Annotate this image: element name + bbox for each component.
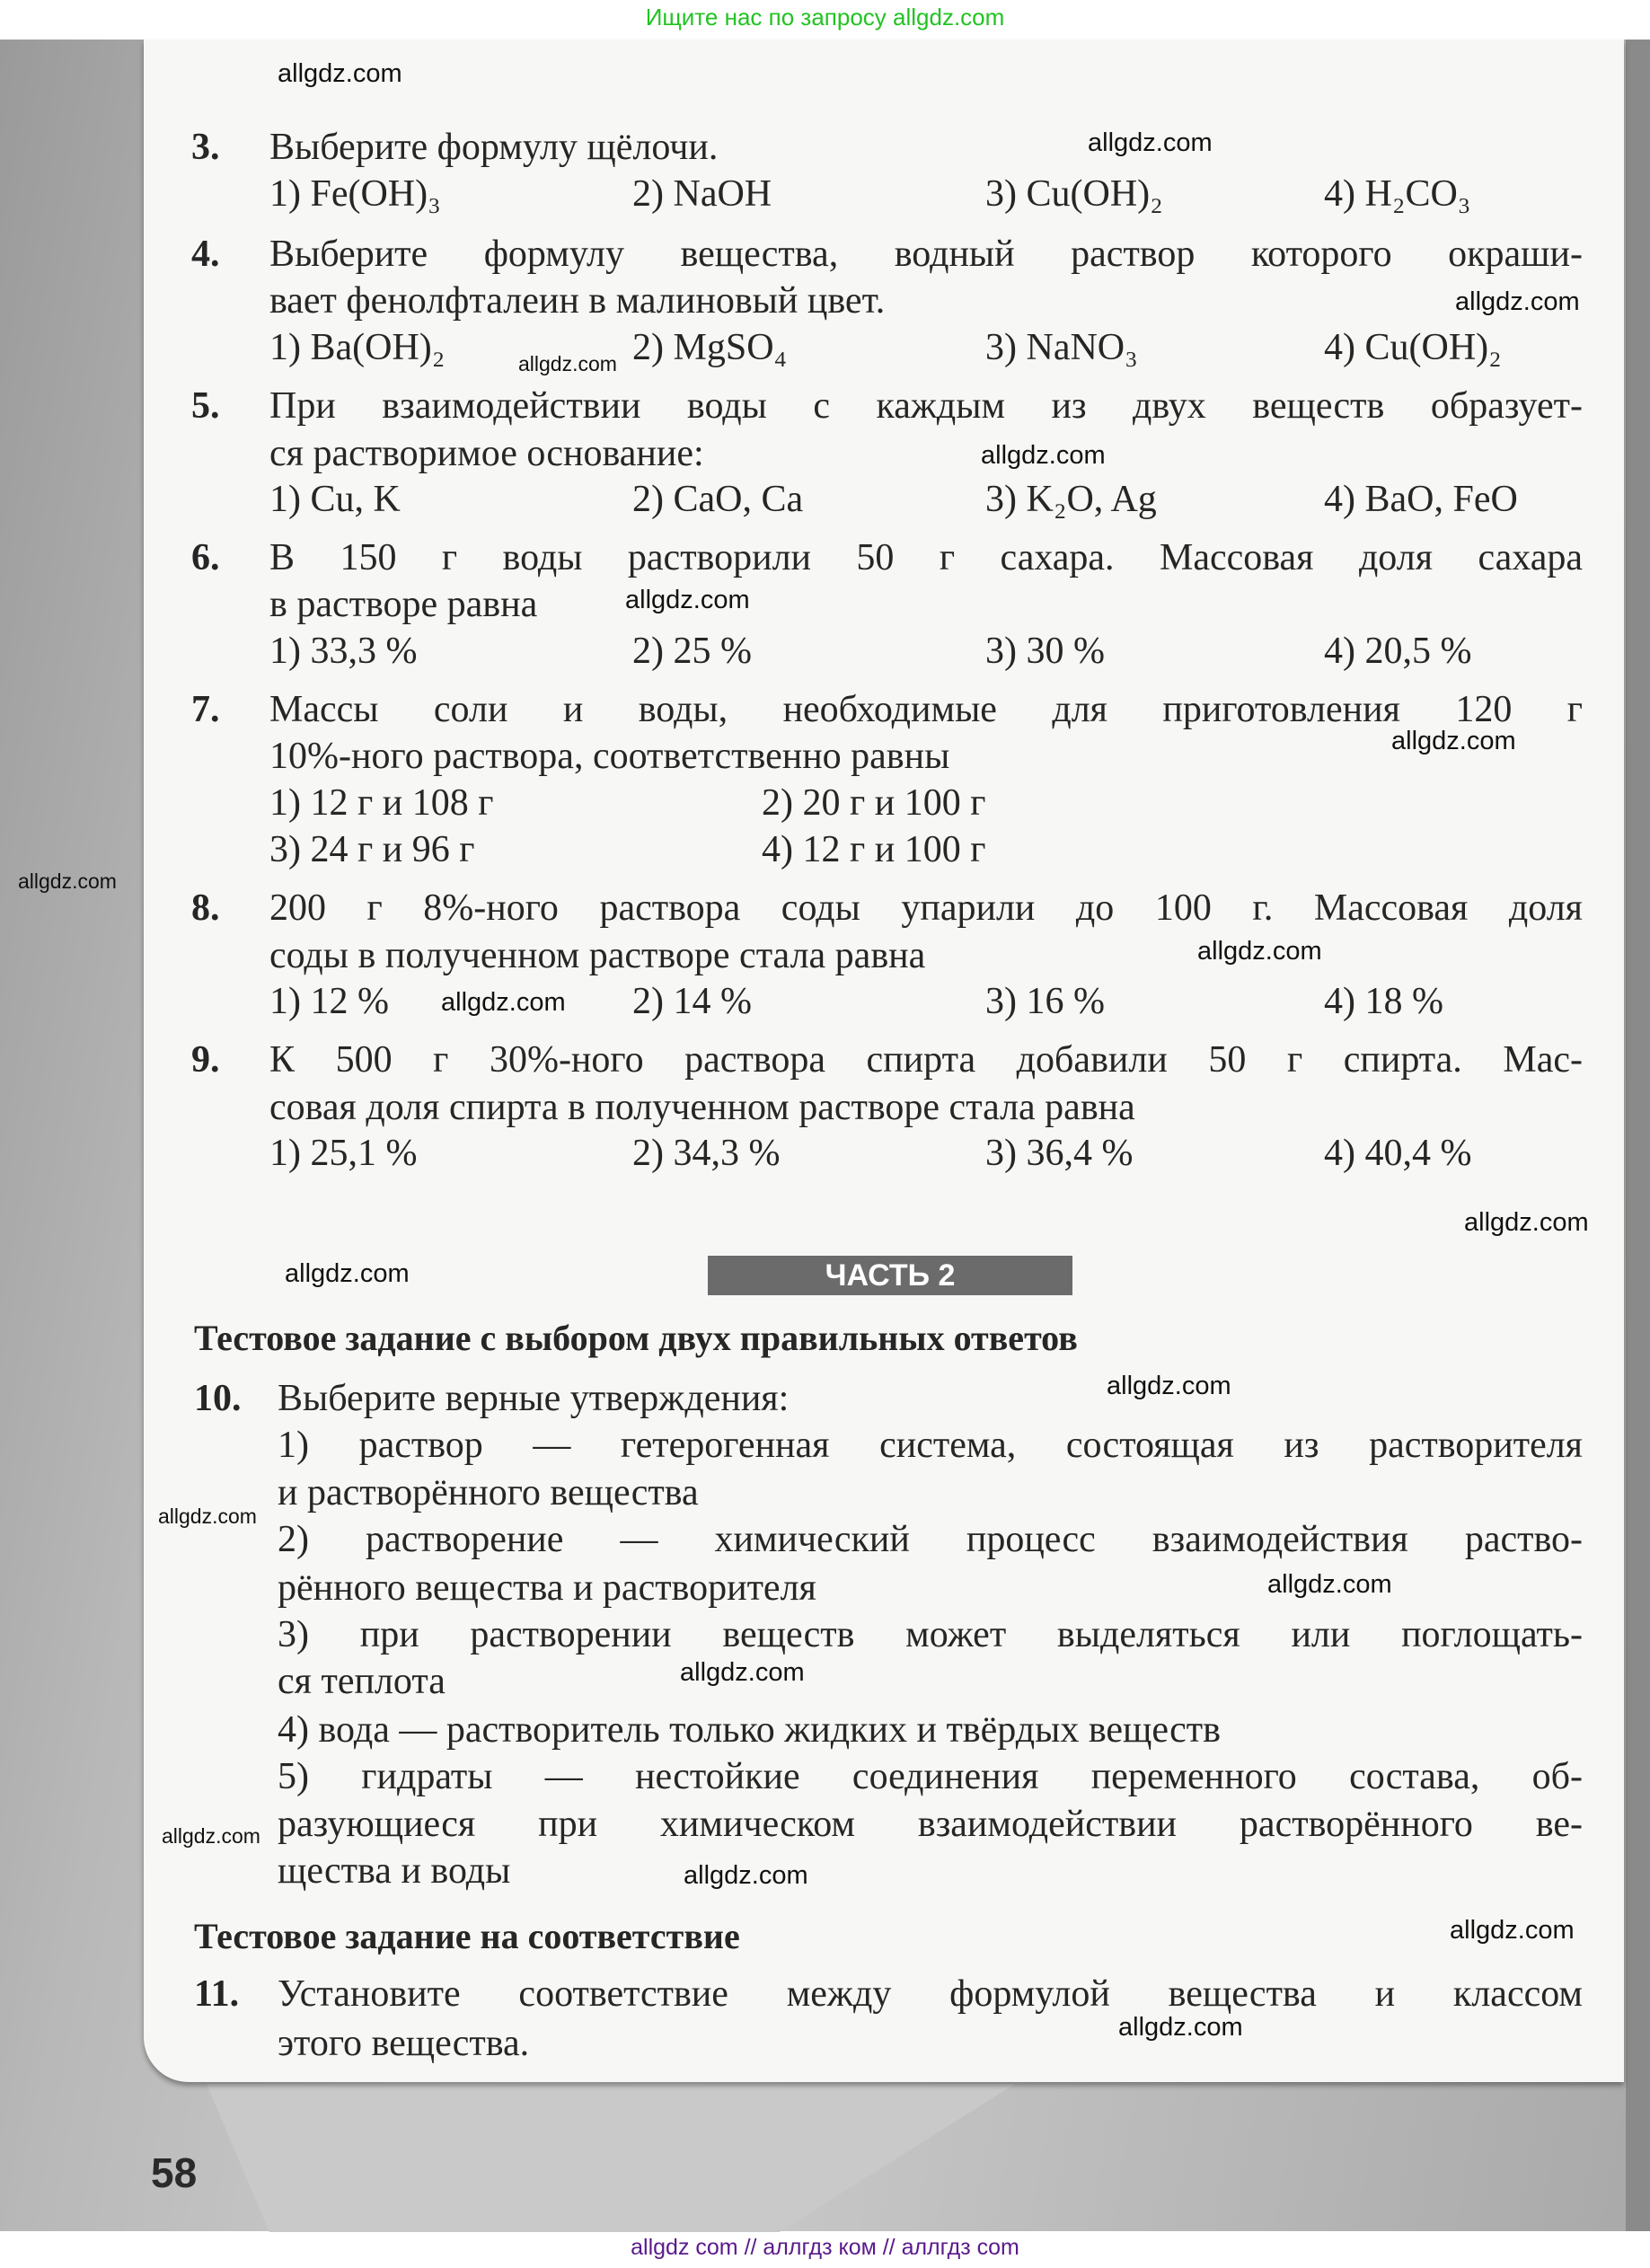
watermark-link[interactable]: allgdz.com <box>285 1259 410 1288</box>
question-text: в растворе равна <box>269 584 538 625</box>
statement-option[interactable]: 4) вода — растворитель только жидких и твёрдых веществ <box>278 1709 1221 1751</box>
answer-option[interactable]: 4) 12 г и 100 г <box>762 829 986 870</box>
question-text: 10%-ного раствора, соответственно равны <box>269 736 950 777</box>
answer-option[interactable]: 1) 33,3 % <box>269 631 418 672</box>
answer-option[interactable]: 3) Cu(OH)₂ <box>985 173 1163 215</box>
question-text: Массы соли и воды, необходимые для приготовления 120 г <box>269 689 1583 730</box>
answer-option[interactable]: 2) MgSO₄ <box>632 327 788 368</box>
question-text: Выберите формулу вещества, водный раствор которого окраши- <box>269 234 1583 275</box>
watermark-link[interactable]: allgdz.com <box>981 441 1106 470</box>
section-heading-matching: Тестовое задание на соответствие <box>194 1916 740 1956</box>
question-number: 11. <box>194 1973 240 2015</box>
watermark-link[interactable]: allgdz.com <box>1107 1372 1231 1400</box>
answer-option[interactable]: 2) 25 % <box>632 631 752 672</box>
statement-option[interactable]: 2) растворение — химический процесс взаимодействия раство- <box>278 1519 1583 1560</box>
answer-option[interactable]: 1) Ba(OH)₂ <box>269 327 446 368</box>
watermark-link[interactable]: allgdz.com <box>18 869 117 893</box>
question-text: совая доля спирта в полученном растворе стала равна <box>269 1087 1135 1128</box>
statement-option[interactable]: ся теплота <box>278 1661 446 1702</box>
answer-option[interactable]: 3) K₂O, Ag <box>985 479 1157 520</box>
book-edge <box>1626 40 1650 2231</box>
question-number: 9. <box>191 1039 220 1081</box>
watermark-link[interactable]: allgdz.com <box>1391 727 1516 755</box>
watermark-link[interactable]: allgdz.com <box>441 988 566 1017</box>
answer-option[interactable]: 4) H₂CO₃ <box>1324 173 1471 215</box>
answer-option[interactable]: 1) 12 г и 108 г <box>269 782 494 824</box>
question-number: 4. <box>191 234 220 275</box>
answer-option[interactable]: 1) Cu, K <box>269 479 401 520</box>
statement-option[interactable]: 5) гидраты — нестойкие соединения переменного состава, об- <box>278 1756 1583 1797</box>
watermark-link[interactable]: allgdz.com <box>625 586 750 614</box>
answer-option[interactable]: 2) NaOH <box>632 173 772 215</box>
answer-option[interactable]: 4) 20,5 % <box>1324 631 1472 672</box>
answer-option[interactable]: 2) 20 г и 100 г <box>762 782 986 824</box>
watermark-link[interactable]: allgdz.com <box>518 352 617 375</box>
answer-option[interactable]: 2) 14 % <box>632 981 752 1022</box>
answer-option[interactable]: 4) 18 % <box>1324 981 1443 1022</box>
answer-option[interactable]: 4) BaO, FeO <box>1324 479 1518 520</box>
watermark-link[interactable]: allgdz.com <box>680 1658 805 1687</box>
watermark-link[interactable]: allgdz.com <box>1450 1916 1575 1945</box>
part-label: ЧАСТЬ 2 <box>708 1256 1072 1295</box>
answer-option[interactable]: 2) CaO, Ca <box>632 479 804 520</box>
watermark-link[interactable]: allgdz.com <box>158 1505 257 1528</box>
answer-option[interactable]: 3) 36,4 % <box>985 1133 1134 1174</box>
watermark-link[interactable]: allgdz.com <box>1267 1570 1392 1599</box>
answer-option[interactable]: 1) 25,1 % <box>269 1133 418 1174</box>
section-heading-two-answers: Тестовое задание с выбором двух правильных ответов <box>194 1318 1078 1358</box>
statement-option[interactable]: 1) раствор — гетерогенная система, состоящая из растворителя <box>278 1425 1583 1466</box>
watermark-link[interactable]: allgdz.com <box>1118 2013 1243 2042</box>
statement-option[interactable]: и растворённого вещества <box>278 1472 699 1513</box>
answer-option[interactable]: 3) 30 % <box>985 631 1105 672</box>
watermark-link[interactable]: allgdz.com <box>1464 1208 1589 1237</box>
statement-option[interactable]: рённого вещества и растворителя <box>278 1567 816 1609</box>
watermark-link[interactable]: allgdz.com <box>684 1861 808 1890</box>
watermark-link[interactable]: allgdz.com <box>1197 937 1322 966</box>
question-text: В 150 г воды растворили 50 г сахара. Массовая доля сахара <box>269 537 1583 578</box>
question-text: этого вещества. <box>278 2023 530 2064</box>
statement-option[interactable]: 3) при растворении веществ может выделяться или поглощать- <box>278 1614 1583 1655</box>
question-text: При взаимодействии воды с каждым из двух веществ образует- <box>269 385 1583 427</box>
watermark-link[interactable]: allgdz.com <box>162 1824 260 1848</box>
question-number: 7. <box>191 689 220 730</box>
question-text: Выберите формулу щёлочи. <box>269 127 719 168</box>
question-text: соды в полученном растворе стала равна <box>269 935 926 976</box>
question-number: 8. <box>191 887 220 929</box>
question-number: 10. <box>194 1378 242 1419</box>
answer-option[interactable]: 3) 24 г и 96 г <box>269 829 475 870</box>
question-text: 200 г 8%-ного раствора соды упарили до 100 г. Массовая доля <box>269 887 1583 929</box>
watermark-link[interactable]: allgdz.com <box>278 59 402 88</box>
question-text: К 500 г 30%-ного раствора спирта добавили 50 г спирта. Мас- <box>269 1039 1583 1081</box>
question-text: Выберите верные утверждения: <box>278 1378 790 1419</box>
answer-option[interactable]: 3) 16 % <box>985 981 1105 1022</box>
statement-option[interactable]: разующиеся при химическом взаимодействии растворённого ве- <box>278 1804 1583 1845</box>
answer-option[interactable]: 2) 34,3 % <box>632 1133 781 1174</box>
answer-option[interactable]: 1) 12 % <box>269 981 389 1022</box>
page-number: 58 <box>151 2149 198 2196</box>
question-number: 5. <box>191 385 220 427</box>
watermark-link[interactable]: allgdz.com <box>1088 128 1213 157</box>
question-text: Установите соответствие между формулой вещества и классом <box>278 1973 1583 2015</box>
answer-option[interactable]: 4) Cu(OH)₂ <box>1324 327 1502 368</box>
answer-option[interactable]: 3) NaNO₃ <box>985 327 1138 368</box>
question-text: вает фенолфталеин в малиновый цвет. <box>269 280 886 322</box>
statement-option[interactable]: щества и воды <box>278 1850 511 1892</box>
answer-option[interactable]: 1) Fe(OH)₃ <box>269 173 441 215</box>
question-number: 3. <box>191 127 220 168</box>
top-banner[interactable]: Ищите нас по запросу allgdz.com <box>645 4 1005 31</box>
question-number: 6. <box>191 537 220 578</box>
question-text: ся растворимое основание: <box>269 433 704 474</box>
watermark-link[interactable]: allgdz.com <box>1455 287 1580 316</box>
answer-option[interactable]: 4) 40,4 % <box>1324 1133 1472 1174</box>
footer-links[interactable]: allgdz com // аллгдз ком // аллгдз com <box>631 2235 1019 2260</box>
